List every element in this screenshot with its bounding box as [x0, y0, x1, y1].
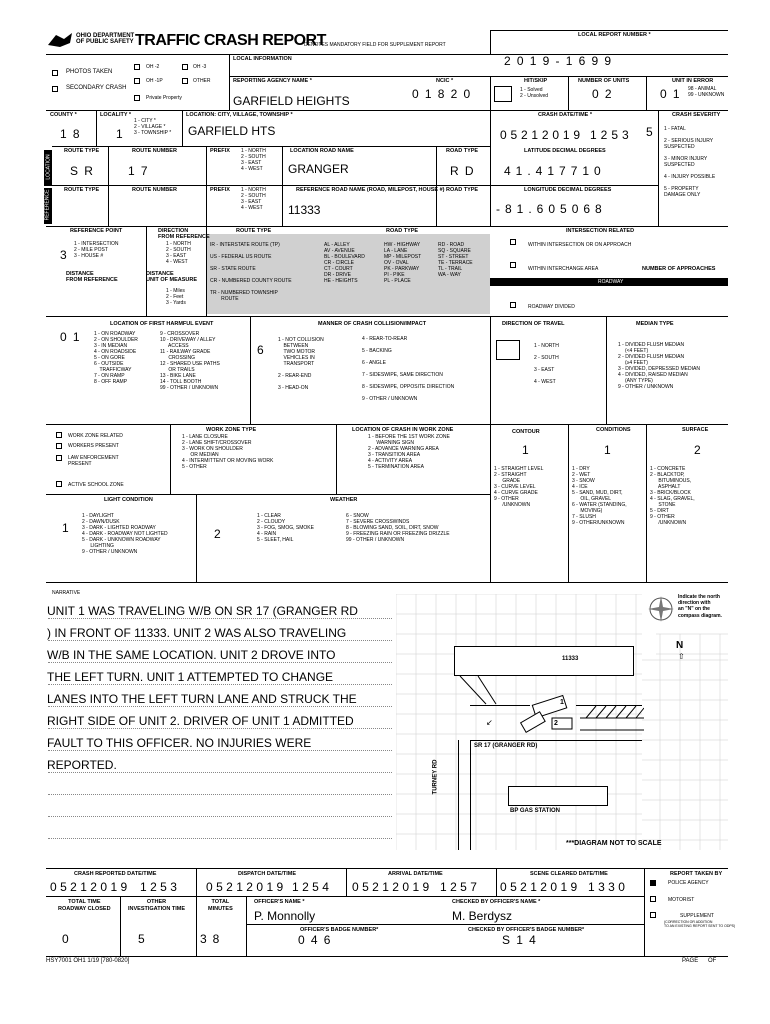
ref-route-type-header: ROUTE TYPE [236, 228, 272, 234]
route-type-options: IR - INTERSTATE ROUTE (TP) US - FEDERAL US ROUTE SR - STATE ROUTE CR - NUMBERED COUNTY ROUTE TR - NUMBERED TOWNSHIP ROUTE [210, 242, 292, 302]
wz-type-options: 1 - LANE CLOSURE 2 - LANE SHIFT/CROSSOVER 3 - WORK ON SHOULDER OR MEDIAN 4 - INTERMITTENT OR MOVING WORK 5 - OTHER [182, 434, 274, 470]
cleared-datetime-label: SCENE CLEARED DATE/TIME [530, 871, 608, 877]
distance-unit-label: DISTANCE UNIT OF MEASURE [146, 271, 198, 283]
north-marker: N [676, 640, 684, 651]
dir-travel-box[interactable] [496, 340, 520, 360]
work-zone-label: WORK ZONE RELATED [68, 433, 123, 439]
route-type-label: ROUTE TYPE [64, 148, 100, 154]
workers-present-checkbox[interactable] [56, 443, 62, 449]
active-school-checkbox[interactable] [56, 481, 62, 487]
narrative-label: NARRATIVE [52, 590, 81, 596]
manner-options-1: 1 - NOT COLLISION BETWEEN TWO MOTOR VEHICLES IN TRANSPORT 2 - REAR-END 3 - HEAD-ON [278, 337, 324, 391]
severity-value[interactable]: 5 [646, 125, 653, 139]
direction-label: DIRECTION FROM REFERENCE [158, 228, 210, 240]
contour-options: 1 - STRAIGHT LEVEL 2 - STRAIGHT GRADE 3 - CURVE LEVEL 4 - CURVE GRADE 9 - OTHER /UNKNOWN [494, 466, 544, 508]
within-interchange-checkbox[interactable] [510, 262, 516, 268]
narrative-line-3[interactable]: W/B IN THE SAME LOCATION. UNIT 2 DROVE INTO [47, 648, 336, 662]
badge-value[interactable]: 046 [298, 933, 337, 947]
arrival-date[interactable]: 05212019 [352, 880, 433, 894]
prefix-label: PREFIX [210, 148, 230, 154]
roadway-divided-label: ROADWAY DIVIDED [528, 304, 575, 310]
ncic-value[interactable]: 01820 [412, 87, 477, 101]
turn-lane-stripes [580, 706, 644, 740]
local-report-number-label: LOCAL REPORT NUMBER * [578, 32, 651, 38]
conditions-label: CONDITIONS [596, 427, 631, 433]
law-enf-checkbox[interactable] [56, 455, 62, 461]
ref-road-type-header: ROAD TYPE [386, 228, 419, 234]
harmful-event-options-1: 1 - ON ROADWAY 2 - ON SHOULDER 3 - IN MEDIAN 4 - ON ROADSIDE 5 - ON GORE 6 - OUTSIDE TRAFFICWAY 7 - ON RAMP 8 - OFF RAMP [94, 331, 138, 385]
narrative-line-6[interactable]: RIGHT SIDE OF UNIT 2. DRIVER OF UNIT 1 ADMITTED [47, 714, 354, 728]
checked-by-label: CHECKED BY OFFICER'S NAME * [452, 899, 541, 905]
median-label: MEDIAN TYPE [636, 321, 674, 327]
manner-options-2: 4 - REAR-TO-REAR 5 - BACKING 6 - ANGLE 7 - SIDESWIPE, SAME DIRECTION 8 - SIDESWIPE, OPPOSITE DIRECTION 9 - OTHER / UNKNOWN [362, 336, 455, 402]
ref-route-type-label: ROUTE TYPE [64, 187, 100, 193]
reported-date[interactable]: 05212019 [50, 880, 131, 894]
oh1p-label: OH -1P [146, 78, 163, 84]
supplement-note: (CORRECTION OR ADDITION TO AN EXISTING REPORT SENT TO ODPS) [664, 920, 736, 928]
vehicle-units [520, 694, 576, 736]
active-school-label: ACTIVE SCHOOL ZONE [68, 482, 124, 488]
surface-value[interactable]: 2 [694, 443, 701, 457]
longitude-value[interactable]: -81.605068 [496, 202, 607, 216]
location-road-label: LOCATION ROAD NAME [290, 148, 354, 154]
latitude-value[interactable]: 41.417710 [504, 164, 606, 178]
contour-label: CONTOUR [512, 429, 540, 435]
unit-error-label: UNIT IN ERROR [672, 78, 714, 84]
unit-error-options: 98 - ANIMAL 99 - UNKNOWN [688, 86, 725, 98]
hitskip-box[interactable] [494, 86, 512, 102]
harmful-event-options-2: 9 - CROSSOVER 10 - DRIVEWAY / ALLEY ACCESS 11 - RAILWAY GRADE CROSSING 12 - SHARED USE PATHS OR TRAILS 13 - BIKE LANE 14 - TOLL BOOTH 99 - OTHER / UNKNOWN [160, 331, 220, 391]
narrative-line-4[interactable]: THE LEFT TURN. UNIT 1 ATTEMPTED TO CHANGE [47, 670, 334, 684]
gas-station-label: BP GAS STATION [510, 808, 561, 814]
harmful-event-value[interactable]: 01 [60, 330, 86, 344]
oh3-checkbox[interactable] [182, 64, 188, 70]
road-type-options-3: RD - ROAD SQ - SQUARE ST - STREET TE - TERRACE TL - TRAIL WA - WAY [438, 242, 473, 278]
within-intersection-checkbox[interactable] [510, 239, 516, 245]
road-type-options-1: AL - ALLEY AV - AVENUE BL - BOULEVARD CR - CIRCLE CT - COURT DR - DRIVE HE - HEIGHTS [324, 242, 365, 284]
other-label: OTHER [193, 78, 211, 84]
cleared-date[interactable]: 05212019 [500, 880, 581, 894]
side-label-reference: REFERENCE [44, 189, 51, 221]
reported-time[interactable]: 1253 [140, 880, 181, 894]
harmful-event-label: LOCATION OF FIRST HARMFUL EVENT [110, 321, 214, 327]
dir-travel-options: 1 - NORTH 2 - SOUTH 3 - EAST 4 - WEST [534, 343, 559, 385]
north-arrow-icon: ⇧ [678, 652, 685, 661]
badge-label: OFFICER'S BADGE NUMBER* [300, 927, 379, 933]
location-road-value[interactable]: GRANGER [288, 162, 349, 176]
motorist-label: MOTORIST [668, 897, 695, 903]
num-units-label: NUMBER OF UNITS [578, 78, 630, 84]
light-condition-value[interactable]: 1 [62, 521, 69, 535]
dir-travel-label: DIRECTION OF TRAVEL [502, 321, 565, 327]
private-property-label: Private Property [146, 95, 182, 101]
arrival-time[interactable]: 1257 [440, 880, 481, 894]
ref-road-type-label: ROAD TYPE [446, 187, 479, 193]
crash-date[interactable]: 05212019 [500, 128, 584, 142]
arrival-datetime-label: ARRIVAL DATE/TIME [388, 871, 443, 877]
oh3-label: OH -3 [193, 64, 207, 70]
ncic-label: NCIC * [436, 78, 454, 84]
agency-line-1: OHIO DEPARTMENT [76, 33, 135, 39]
ref-route-number-label: ROUTE NUMBER [132, 187, 177, 193]
narrative-line-8[interactable]: REPORTED. [47, 758, 117, 772]
cleared-time[interactable]: 1330 [588, 880, 629, 894]
wz-loc-label: LOCATION OF CRASH IN WORK ZONE [352, 427, 454, 433]
ref-point-options: 1 - INTERSECTION 2 - MILE POST 3 - HOUSE # [74, 241, 119, 259]
form-id: HSY7001 OH1 1/19 [780-0820] [46, 958, 130, 964]
other-checkbox[interactable] [182, 78, 188, 84]
latitude-label: LATITUDE DECIMAL DEGREES [524, 148, 606, 154]
ref-prefix-options: 1 - NORTH 2 - SOUTH 3 - EAST 4 - WEST [241, 187, 266, 211]
total-time-value[interactable]: 0 [62, 932, 69, 946]
within-interchange-label: WITHIN INTERCHANGE AREA [528, 266, 599, 272]
checked-badge-label: CHECKED BY OFFICER'S BADGE NUMBER* [468, 927, 585, 933]
unit-2-label: 2 [554, 720, 558, 727]
mandatory-note: *DENOTES MANDATORY FIELD FOR SUPPLEMENT REPORT [302, 42, 446, 48]
distance-label: DISTANCE FROM REFERENCE [66, 271, 118, 283]
crash-time[interactable]: 1253 [590, 128, 633, 142]
distance-unit-options: 1 - Miles 2 - Feet 3 - Yards [166, 288, 186, 306]
officer-name-label: OFFICER'S NAME * [254, 899, 305, 905]
median-options: 1 - DIVIDED FLUSH MEDIAN (<4 FEET) 2 - DIVIDED FLUSH MEDIAN (≥4 FEET) 3 - DIVIDED, DEPRESSED MEDIAN 4 - DIVIDED, RAISED MEDIAN (ANY TYPE) 9 - OTHER / UNKNOWN [618, 342, 700, 390]
total-time-label: TOTAL TIME ROADWAY CLOSED [58, 899, 111, 912]
building-11333 [454, 646, 634, 676]
agency-line-2: OF PUBLIC SAFETY [76, 39, 134, 45]
ref-road-label: REFERENCE ROAD NAME (ROAD, MILEPOST, HOUSE #) [296, 187, 445, 193]
of-label: OF [708, 958, 717, 964]
work-zone-checkbox[interactable] [56, 432, 62, 438]
ref-prefix-label: PREFIX [210, 187, 230, 193]
weather-label: WEATHER [330, 497, 358, 503]
compass-note: Indicate the north direction with an "N" on the compass diagram. [678, 594, 722, 619]
wz-loc-options: 1 - BEFORE THE 1ST WORK ZONE WARNING SIGN 2 - ADVANCE WARNING AREA 3 - TRANSITION AREA 4 - ACTIVITY AREA 5 - TERMINATION AREA [368, 434, 450, 470]
gas-station-building [508, 786, 608, 806]
light-condition-label: LIGHT CONDITION [104, 497, 153, 503]
weather-options-1: 1 - CLEAR 2 - CLOUDY 3 - FOG, SMOG, SMOKE 4 - RAIN 5 - SLEET, HAIL [257, 513, 314, 543]
narrative-line-1[interactable]: UNIT 1 WAS TRAVELING W/B ON SR 17 (GRANGER RD [47, 604, 358, 618]
location-label: LOCATION: CITY, VILLAGE, TOWNSHIP * [186, 112, 293, 118]
prefix-options: 1 - NORTH 2 - SOUTH 3 - EAST 4 - WEST [241, 148, 266, 172]
reporting-agency-value[interactable]: GARFIELD HEIGHTS [233, 94, 350, 108]
supplement-checkbox[interactable] [650, 912, 656, 918]
locality-options: 1 - CITY * 2 - VILLAGE * 3 - TOWNSHIP * [134, 118, 172, 136]
roadway-banner: ROADWAY [598, 279, 624, 285]
light-condition-options: 1 - DAYLIGHT 2 - DAWN/DUSK 3 - DARK - LIGHTED ROADWAY 4 - DARK - ROADWAY NOT LIGHTED 5 - DARK - UNKNOWN ROADWAY LIGHTING 9 - OTHER / UNKNOWN [82, 513, 168, 555]
local-report-number[interactable]: 2019-1699 [504, 54, 618, 68]
oh2-label: OH -2 [146, 64, 160, 70]
contour-value[interactable]: 1 [522, 443, 529, 457]
unit-error-value[interactable]: 01 [660, 87, 686, 101]
severity-options: 1 - FATAL 2 - SERIOUS INJURY SUSPECTED 3 - MINOR INJURY SUSPECTED 4 - INJURY POSSIBLE 5 - PROPERTY DAMAGE ONLY [664, 126, 716, 198]
surface-label: SURFACE [682, 427, 709, 433]
narrative-line-5[interactable]: LANES INTO THE LEFT TURN LANE AND STRUCK THE [47, 692, 357, 706]
photos-taken-checkbox[interactable] [52, 70, 58, 76]
police-agency-checkbox[interactable] [650, 880, 656, 886]
private-property-checkbox[interactable] [134, 95, 140, 101]
reported-datetime-label: CRASH REPORTED DATE/TIME [74, 871, 157, 877]
route-number-value[interactable]: 17 [128, 164, 154, 178]
ohio-dps-logo [46, 31, 74, 51]
secondary-crash-label: SECONDARY CRASH [66, 85, 127, 91]
other-time-value[interactable]: 5 [138, 932, 145, 946]
workers-present-label: WORKERS PRESENT [68, 443, 119, 449]
side-road-label: TURNEY RD [432, 759, 439, 795]
page-title: TRAFFIC CRASH REPORT [135, 32, 326, 49]
hitskip-options: 1 - Solved 2 - Unsolved [520, 87, 549, 99]
supplement-label: SUPPLEMENT [680, 913, 714, 919]
hitskip-label: HIT/SKIP [524, 78, 548, 84]
locality-label: LOCALITY * [100, 112, 132, 118]
narrative-line-7[interactable]: FAULT TO THIS OFFICER. NO INJURIES WERE [47, 736, 312, 750]
manner-label: MANNER OF CRASH COLLISION/IMPACT [318, 321, 427, 327]
weather-options-2: 6 - SNOW 7 - SEVERE CROSSWINDS 8 - BLOWING SAND, SOIL, DIRT, SNOW 9 - FREEZING RAIN OR FREEZING DRIZZLE 99 - OTHER / UNKNOWN [346, 513, 450, 543]
num-approaches-label: NUMBER OF APPROACHES [642, 266, 716, 272]
building-label: 11333 [562, 656, 579, 662]
report-taken-label: REPORT TAKEN BY [670, 871, 723, 877]
law-enf-label: LAW ENFORCEMENT PRESENT [68, 455, 119, 467]
wz-type-label: WORK ZONE TYPE [206, 427, 257, 433]
location-value[interactable]: GARFIELD HTS [188, 124, 276, 138]
narrative-line-2[interactable]: ) IN FRONT OF 11333. UNIT 2 WAS ALSO TRAVELING [47, 626, 347, 640]
locality-value[interactable]: 1 [116, 127, 129, 141]
road-type-value[interactable]: RD [450, 164, 480, 178]
conditions-value[interactable]: 1 [604, 443, 611, 457]
side-label-location: LOCATION [45, 154, 52, 180]
roadway-divided-checkbox[interactable] [510, 302, 516, 308]
weather-value[interactable]: 2 [214, 527, 221, 541]
reporting-agency-label: REPORTING AGENCY NAME * [233, 78, 312, 84]
conditions-options: 1 - DRY 2 - WET 3 - SNOW 4 - ICE 5 - SAND, MUD, DIRT, OIL, GRAVEL 6 - WATER (STANDING, MOVING) 7 - SLUSH 9 - OTHER/UNKNOWN [572, 466, 627, 526]
dispatch-time[interactable]: 1254 [292, 880, 333, 894]
ref-point-label: REFERENCE POINT [70, 228, 123, 234]
photos-taken-label: PHOTOS TAKEN [66, 69, 113, 75]
ref-road-value[interactable]: 11333 [288, 203, 321, 217]
officer-name-value[interactable]: P. Monnolly [254, 909, 316, 923]
dispatch-date[interactable]: 05212019 [206, 880, 287, 894]
intersection-label: INTERSECTION RELATED [566, 228, 635, 234]
total-minutes-value[interactable]: 38 [200, 932, 226, 946]
driveway-lines [458, 676, 498, 706]
local-info-label: LOCAL INFORMATION [233, 56, 292, 62]
oh1p-checkbox[interactable] [134, 78, 140, 84]
severity-label: CRASH SEVERITY [672, 112, 721, 118]
unit-1-label: 1 [560, 699, 564, 706]
page-label: PAGE [682, 958, 699, 964]
checked-badge-value[interactable]: S14 [502, 933, 542, 947]
total-minutes-label: TOTAL MINUTES [208, 899, 233, 912]
route-type-value[interactable]: SR [70, 164, 100, 178]
turn-arrow-icon: ↙ [486, 718, 493, 727]
within-intersection-label: WITHIN INTERSECTION OR ON APPROACH [528, 242, 632, 248]
secondary-crash-checkbox[interactable] [52, 86, 58, 92]
police-agency-label: POLICE AGENCY [668, 880, 709, 886]
direction-options: 1 - NORTH 2 - SOUTH 3 - EAST 4 - WEST [166, 241, 191, 265]
compass-icon [646, 594, 676, 624]
manner-value[interactable]: 6 [257, 343, 264, 357]
county-value[interactable]: 18 [60, 127, 86, 141]
road-type-label: ROAD TYPE [446, 148, 479, 154]
scale-note: ***DIAGRAM NOT TO SCALE [566, 840, 662, 847]
dispatch-datetime-label: DISPATCH DATE/TIME [238, 871, 297, 877]
surface-options: 1 - CONCRETE 2 - BLACKTOP, BITUMINOUS, ASPHALT 3 - BRICK/BLOCK 4 - SLAG, GRAVEL, STONE 5 - DIRT 9 - OTHER /UNKNOWN [650, 466, 695, 526]
diagram-grid-right [642, 656, 728, 850]
road-label: SR 17 (GRANGER RD) [474, 743, 538, 749]
longitude-label: LONGITUDE DECIMAL DEGREES [524, 187, 612, 193]
road-type-options-2: HW - HIGHWAY LA - LANE MP - MILEPOST OV - OVAL PK - PARKWAY PI - PIKE PL - PLACE [384, 242, 422, 284]
ref-point-value[interactable]: 3 [60, 248, 67, 262]
motorist-checkbox[interactable] [650, 896, 656, 902]
route-number-label: ROUTE NUMBER [132, 148, 177, 154]
crash-datetime-label: CRASH DATE/TIME * [538, 112, 592, 118]
checked-by-value[interactable]: M. Berdysz [452, 909, 513, 923]
other-time-label: OTHER INVESTIGATION TIME [128, 899, 186, 912]
oh2-checkbox[interactable] [134, 64, 140, 70]
county-label: COUNTY * [50, 112, 77, 118]
num-units-value[interactable]: 02 [592, 87, 618, 101]
